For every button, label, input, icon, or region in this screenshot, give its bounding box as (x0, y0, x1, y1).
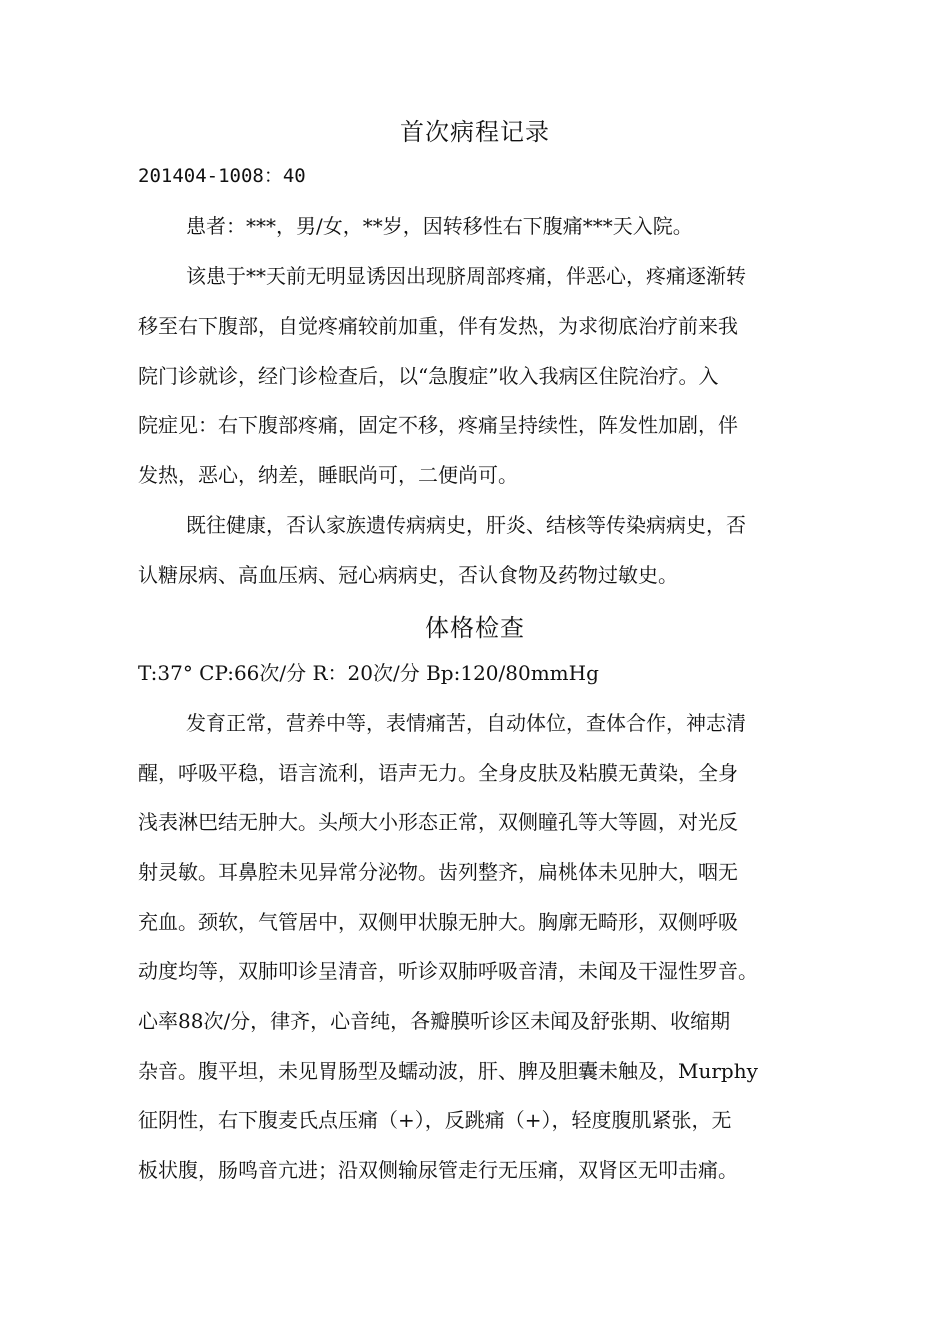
history-line: 发热，恶心，纳差，睡眠尚可，二便尚可。 (138, 463, 518, 487)
page-title: 首次病程记录 (400, 118, 550, 146)
history-line: 该患于**天前无明显诱因出现脐周部疼痛，伴恶心，疼痛逐渐转 (186, 264, 746, 288)
exam-line: 征阴性，右下腹麦氏点压痛（+），反跳痛（+），轻度腹肌紧张，无 (138, 1108, 732, 1132)
exam-line: 醒，呼吸平稳，语言流利，语声无力。全身皮肤及粘膜无黄染，全身 (138, 761, 738, 785)
past-history-line: 既往健康，否认家族遗传病病史，肝炎、结核等传染病病史，否 (186, 513, 746, 537)
history-line: 院门诊就诊，经门诊检查后，以“急腹症”收入我病区住院治疗。入 (138, 364, 719, 388)
exam-line: 板状腹，肠鸣音亢进；沿双侧输尿管走行无压痛，双肾区无叩击痛。 (138, 1158, 738, 1182)
exam-line: 动度均等，双肺叩诊呈清音，听诊双肺呼吸音清，未闻及干湿性罗音。 (138, 959, 758, 983)
exam-line: 心率88次/分，律齐，心音纯，各瓣膜听诊区未闻及舒张期、收缩期 (138, 1009, 731, 1033)
patient-intro: 患者：***，男/女，**岁，因转移性右下腹痛***天入院。 (186, 214, 693, 238)
past-history-line: 认糖尿病、高血压病、冠心病病史，否认食物及药物过敏史。 (138, 563, 678, 587)
history-line: 移至右下腹部，自觉疼痛较前加重，伴有发热，为求彻底治疗前来我 (138, 314, 738, 338)
exam-section-title: 体格检查 (425, 614, 525, 642)
exam-line: 充血。颈软，气管居中，双侧甲状腺无肿大。胸廓无畸形，双侧呼吸 (138, 910, 738, 934)
history-line: 院症见：右下腹部疼痛，固定不移，疼痛呈持续性，阵发性加剧，伴 (138, 413, 738, 437)
exam-line: 发育正常，营养中等，表情痛苦，自动体位，查体合作，神志清 (186, 711, 746, 735)
exam-line: 杂音。腹平坦，未见胃肠型及蠕动波，肝、脾及胆囊未触及，Murphy (138, 1059, 758, 1083)
exam-line: 浅表淋巴结无肿大。头颅大小形态正常，双侧瞳孔等大等圆，对光反 (138, 810, 738, 834)
exam-line: 射灵敏。耳鼻腔未见异常分泌物。齿列整齐，扁桃体未见肿大，咽无 (138, 860, 738, 884)
vital-signs: T:37° CP:66次/分 R：20次/分 Bp:120/80mmHg (138, 661, 599, 685)
record-datetime: 201404-1008：40 (138, 165, 306, 187)
